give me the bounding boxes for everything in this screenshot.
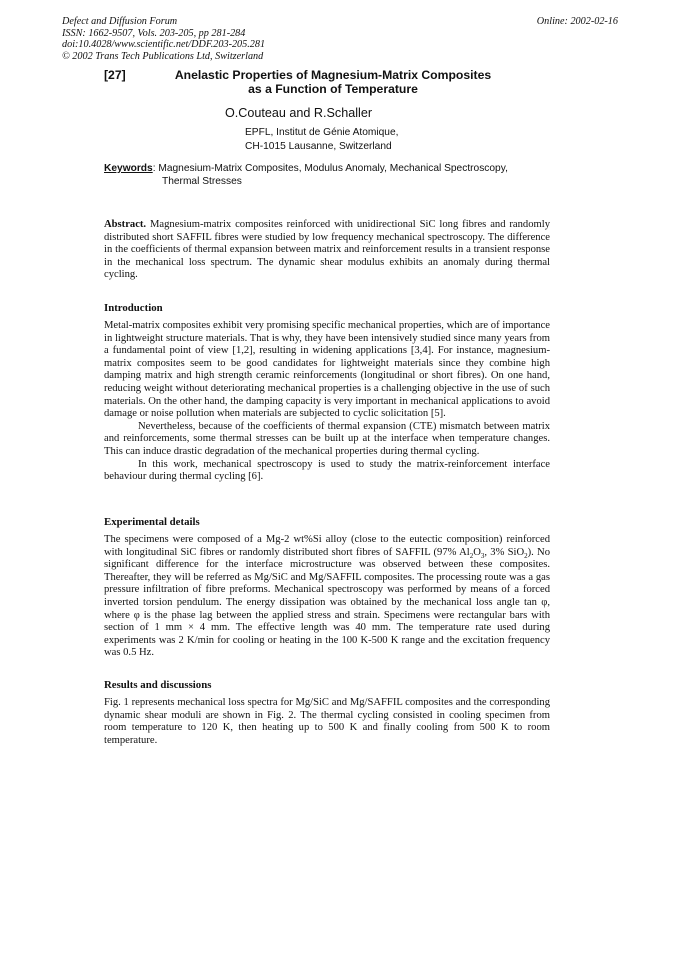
journal-name: Defect and Diffusion Forum (62, 16, 178, 27)
authors: O.Couteau and R.Schaller (225, 106, 373, 120)
experimental-body (104, 534, 550, 660)
results-paragraph-1: Fig. 1 represents mechanical loss spectra for Mg/SiC and Mg/SAFFIL composites and the corresponding dynamic shear moduli are shown in Fig. 2. The thermal cycling consisted in cooling specimen from room temperature to 120 K, then heating up to 500 K and finally cooling from 500 K to room temperature. (104, 697, 550, 746)
keywords (104, 163, 574, 188)
introduction-paragraph-3: In this work, mechanical spectroscopy is used to study the matrix-reinforcement interface behaviour during thermal cycling [6]. (104, 458, 550, 483)
keywords-line2: Thermal Stresses (162, 175, 242, 187)
paper-title-line2: as a Function of Temperature (248, 82, 418, 96)
results-body (104, 697, 550, 747)
online-date: Online: 2002-02-16 (536, 16, 618, 27)
experimental-paragraph-1: The specimens were composed of a Mg-2 wt%Si alloy (close to the eutectic composition) reinforced with longitudinal SiC fibres or randomly distributed short fibres of SAFFIL (97% $Al_2O_3$, 3% SiO$_2$). No significant difference for the interface microstructure was observed between these composites. Thereafter, they will be referred as Mg/SiC and Mg/SAFFIL composites. The processing route was a gas pressure infiltration of fibre preforms. Mechanical spectroscopy was performed by means of a forced inverted torsion pendulum. The energy dissipation was obtained by the mechanical loss angle tan φ, where φ is the phase lag between the applied stress and strain. Specimens were rectangular bars with section of 1 mm × 4 mm. The effective length was 40 mm. The temperature rate used during experiments was 2 K/min for cooling or heating in the 100 K-500 K range and the excitation frequency was 0.5 Hz. (104, 534, 550, 659)
keywords-label: Keywords (104, 163, 153, 174)
paper-title-line1: Anelastic Properties of Magnesium-Matrix Composites (174, 68, 492, 82)
doi-line: doi:10.4028/www.scientific.net/DDF.203-205.281 (62, 39, 266, 50)
introduction-paragraph-2: Nevertheless, because of the coefficients of thermal expansion (CTE) mismatch between matrix and reinforcements, some thermal stresses can be built up at the interface when temperature changes. This can induce drastic degradation of the mechanical properties during thermal cycling. (104, 420, 550, 457)
keywords-line1: : Magnesium-Matrix Composites, Modulus Anomaly, Mechanical Spectroscopy, (152, 163, 508, 174)
abstract (104, 219, 550, 282)
affiliation-line2: CH-1015 Lausanne, Switzerland (245, 140, 392, 152)
abstract-label: Abstract. (104, 219, 147, 230)
introduction-paragraph-1: Metal-matrix composites exhibit very promising specific mechanical properties, which are of importance in lightweight structure materials. That is why, they have been intensively studied since many years from a fundamental point of view [1,2], resulting in widening applications [3,4]. For instance, magnesium-matrix composites seem to be good candidates for lightweight materials since they combine high damping matrix and high strength ceramic reinforcements (longitudinal or short fibres). On one hand, reducing weight without deteriorating mechanical properties is a challenging objective in the use of such materials. On the other hand, the damping capacity is very important in mechanical applications to avoid damage or noise pollution when materials are subjected to cyclic solicitation [5]. (104, 320, 550, 420)
journal-header (62, 16, 265, 62)
issn-line: ISSN: 1662-9507, Vols. 203-205, pp 281-284 (62, 27, 246, 39)
introduction-heading: Introduction (104, 302, 163, 314)
paper-number: [27] (104, 68, 126, 82)
introduction-body (104, 320, 550, 484)
affiliation (245, 126, 398, 153)
experimental-heading: Experimental details (104, 516, 200, 528)
abstract-text: Magnesium-matrix composites reinforced with unidirectional SiC long fibres and randomly distributed short SAFFIL fibres were studied by low frequency mechanical spectroscopy. The difference in the coefficients of thermal expansion between matrix and reinforcement results in a transient response in the mechanical loss spectrum. The dynamic shear modulus exhibits an anomaly during thermal cycling. (104, 219, 550, 281)
results-heading: Results and discussions (104, 679, 212, 691)
paper-title (156, 68, 510, 96)
affiliation-line1: EPFL, Institut de Génie Atomique, (245, 127, 399, 138)
copyright-line: © 2002 Trans Tech Publications Ltd, Switzerland (62, 50, 264, 62)
